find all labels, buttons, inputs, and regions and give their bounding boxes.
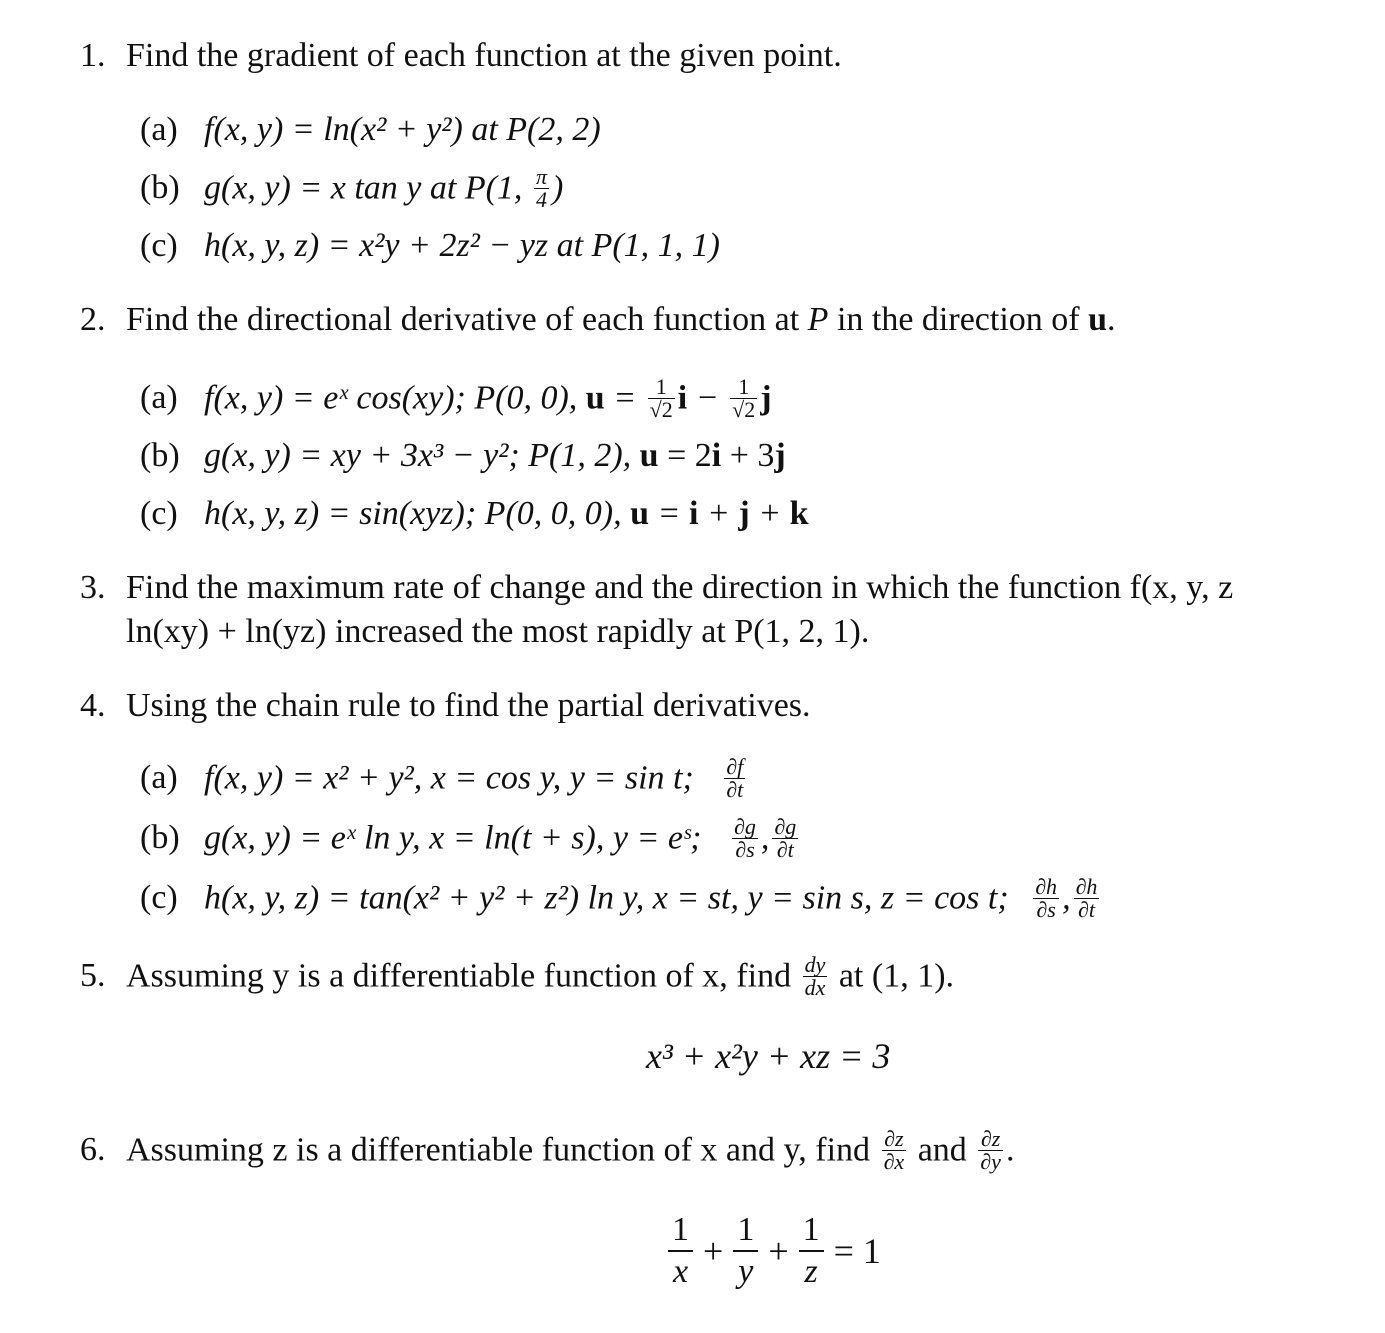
problem-text [126, 300, 1116, 340]
vector-symbol: u [639, 437, 659, 474]
problem-text-part: . [1005, 1131, 1015, 1169]
vector-symbol: j [760, 379, 772, 417]
fraction-denominator: ∂s [1036, 897, 1056, 922]
problem-text [126, 1126, 1015, 1175]
vector-symbol: i [688, 495, 699, 532]
operator: − [687, 379, 728, 417]
separator: , [760, 819, 770, 857]
problem-number: 1. [80, 37, 106, 74]
fraction-denominator: ∂x [883, 1149, 905, 1174]
part-text-part: = 2 [658, 437, 712, 474]
part-text [204, 494, 809, 534]
vector-symbol: u [585, 379, 605, 417]
part-text-pre: h(x, y, z) = tan(x² + y² + z²) ln y, x = st, y = sin s, z = cos t; [204, 879, 1009, 917]
operator: + [698, 495, 739, 532]
problem-text: Find the maximum rate of change and the direction in which the function f(x, y, z [126, 569, 1234, 606]
problem-text-part: at (1, 1). [830, 957, 955, 995]
part-text-part: + 3 [721, 437, 775, 474]
operator: = [649, 495, 689, 532]
problem-text-part: Assuming y is a differentiable function of x, find [126, 957, 800, 995]
vector-symbol: u [630, 495, 650, 532]
vector-symbol: j [774, 437, 786, 474]
problem-number: 2. [80, 301, 106, 338]
problem-number: 5. [80, 957, 106, 994]
fraction-numerator: 1 [799, 1210, 824, 1252]
partial-derivative [1033, 876, 1059, 921]
fraction-numerator: 1 [730, 376, 757, 399]
part-text-pre: g(x, y) = x tan y at P(1, [204, 169, 531, 207]
part-text: h(x, y, z) = x²y + 2z² − yz at P(1, 1, 1) [204, 227, 720, 264]
problem-text-part: Assuming z is a differentiable function of x and y, find [126, 1131, 879, 1169]
fraction-denominator: ∂t [1078, 897, 1095, 922]
part-label: (c) [140, 879, 178, 916]
operator: + [749, 495, 790, 532]
problem-number: 6. [80, 1131, 106, 1168]
vector-symbol: j [738, 495, 750, 532]
vector-symbol: k [789, 495, 809, 532]
fraction-numerator: ∂g [774, 814, 797, 839]
fraction-numerator: π [535, 164, 547, 189]
part-label: (b) [140, 437, 180, 474]
partial-derivative [882, 1128, 907, 1173]
part-label: (b) [140, 819, 180, 856]
fraction-numerator: ∂f [726, 754, 744, 779]
part-text-post: ) [551, 169, 564, 207]
equation-rhs: = 1 [833, 1231, 881, 1271]
problem-number: 3. [80, 569, 106, 606]
fraction-denominator: x [672, 1253, 689, 1290]
part-label: (a) [140, 759, 178, 796]
problem-text: Using the chain rule to find the partial derivatives. [126, 687, 811, 724]
fraction-numerator: ∂h [1075, 874, 1098, 899]
fraction-numerator: 1 [668, 1210, 693, 1252]
problem-text-part: Find the directional derivative of each function at [126, 301, 808, 338]
partial-derivative [1074, 876, 1100, 921]
fraction-numerator: 1 [648, 376, 675, 399]
fraction-denominator: 4 [535, 187, 547, 212]
problem-text-part: in the direction of [828, 301, 1089, 338]
fraction-numerator: ∂h [1035, 874, 1058, 899]
fraction-denominator: z [804, 1253, 818, 1290]
fraction-numerator: ∂z [978, 1128, 1003, 1151]
fraction [733, 1210, 758, 1292]
fraction-denominator: dx [804, 975, 826, 1000]
part-text-pre: g(x, y) = xy + 3x³ − y²; P(1, 2), [204, 437, 640, 474]
problem-text-part: and [909, 1131, 976, 1169]
derivative-fraction [803, 954, 828, 999]
part-text [204, 874, 1102, 923]
fraction [668, 1210, 693, 1292]
partial-derivative [772, 816, 798, 861]
fraction-denominator: ∂y [980, 1149, 1001, 1174]
part-text: f(x, y) = ln(x² + y²) at P(2, 2) [204, 111, 601, 148]
fraction-numerator: 1 [733, 1210, 758, 1252]
fraction-numerator: dy [804, 952, 826, 977]
part-text [204, 374, 772, 423]
part-text-pre: f(x, y) = eˣ cos(xy); P(0, 0), [204, 379, 586, 417]
part-text [204, 436, 786, 476]
fraction-numerator: ∂g [733, 814, 756, 839]
fraction-denominator: ∂t [776, 837, 794, 862]
operator: + [703, 1231, 724, 1271]
part-label: (b) [140, 169, 180, 206]
fraction [799, 1210, 824, 1292]
part-label: (c) [140, 495, 178, 532]
fraction [730, 376, 757, 421]
part-text [204, 754, 748, 803]
display-equation [664, 1210, 887, 1292]
part-text-pre: f(x, y) = x² + y², x = cos y, y = sin t; [204, 759, 694, 797]
problem-text [126, 952, 955, 1001]
vector-symbol: i [711, 437, 722, 474]
problem-number: 4. [80, 687, 106, 724]
fraction-denominator: √2 [732, 397, 756, 422]
vector-symbol: i [677, 379, 688, 417]
separator: , [1062, 879, 1071, 917]
vector-symbol: u [1088, 301, 1108, 338]
problem-text-continued: ln(xy) + ln(yz) increased the most rapidly at P(1, 2, 1). [126, 613, 870, 650]
fraction-numerator: ∂z [882, 1128, 907, 1151]
partial-derivative [732, 816, 758, 861]
part-label: (a) [140, 111, 178, 148]
point-symbol: P [807, 301, 829, 338]
display-equation: x³ + x²y + xz = 3 [646, 1036, 891, 1076]
partial-derivative [978, 1128, 1003, 1173]
fraction-denominator: ∂s [735, 837, 755, 862]
fraction [534, 166, 549, 211]
part-text [204, 164, 564, 213]
fraction-denominator: ∂t [726, 777, 744, 802]
part-label: (a) [140, 379, 178, 416]
part-text-pre: h(x, y, z) = sin(xyz); P(0, 0, 0), [204, 495, 631, 532]
operator: = [604, 379, 645, 417]
partial-derivative [724, 756, 745, 801]
part-text [204, 814, 801, 863]
fraction [648, 376, 675, 421]
part-label: (c) [140, 227, 178, 264]
part-text-pre: g(x, y) = eˣ ln y, x = ln(t + s), y = eˢ; [204, 819, 702, 857]
problem-text: Find the gradient of each function at the given point. [126, 37, 842, 74]
fraction-denominator: y [738, 1253, 754, 1290]
operator: + [768, 1231, 789, 1271]
fraction-denominator: √2 [649, 397, 673, 422]
problem-text-part: . [1107, 301, 1116, 338]
